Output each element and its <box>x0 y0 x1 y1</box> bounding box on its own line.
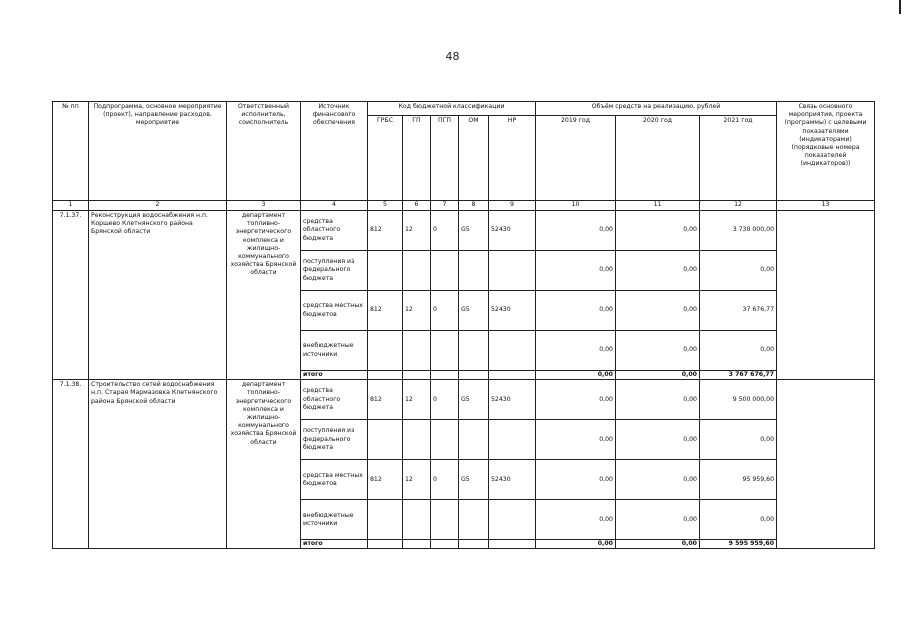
np-cell <box>489 420 536 460</box>
pgp-cell <box>431 500 459 540</box>
np-cell: 52430 <box>489 291 536 331</box>
total-2021: 3 767 676,77 <box>700 371 777 380</box>
column-number: 10 <box>536 201 616 211</box>
column-number-row <box>53 201 875 211</box>
source-cell: внебюджетные источники <box>301 500 368 540</box>
source-cell: средства местных бюджетов <box>301 291 368 331</box>
pgp-cell: 0 <box>431 211 459 251</box>
amount-2021: 0,00 <box>700 331 777 371</box>
pgp-cell <box>431 331 459 371</box>
grbs-cell: 812 <box>368 211 403 251</box>
amount-2021: 0,00 <box>700 251 777 291</box>
amount-2020: 0,00 <box>616 251 700 291</box>
pgp-cell <box>431 420 459 460</box>
np-cell <box>489 331 536 371</box>
header-gp: ГП <box>403 116 431 201</box>
grbs-cell: 812 <box>368 460 403 500</box>
pgp-cell <box>431 540 459 549</box>
amount-2020: 0,00 <box>616 211 700 251</box>
column-number: 9 <box>489 201 536 211</box>
column-number: 6 <box>403 201 431 211</box>
total-2020: 0,00 <box>616 371 700 380</box>
header-om: ОМ <box>459 116 489 201</box>
total-2019: 0,00 <box>536 540 616 549</box>
amount-2021: 3 730 000,00 <box>700 211 777 251</box>
executor-name: департамент топливно-энергетического комплекса и жилищно-коммунального хозяйства Брянской области <box>227 380 301 549</box>
np-cell <box>489 500 536 540</box>
amount-2019: 0,00 <box>536 420 616 460</box>
gp-cell <box>403 420 431 460</box>
column-number: 8 <box>459 201 489 211</box>
amount-2020: 0,00 <box>616 331 700 371</box>
amount-2019: 0,00 <box>536 500 616 540</box>
np-cell: 52430 <box>489 380 536 420</box>
header-2021: 2021 год <box>700 116 777 201</box>
total-label: итого <box>301 371 368 380</box>
program-name: Строительство сетей водоснабжения н.п. Старая Мармазовка Клетнянского района Брянской области <box>89 380 227 549</box>
amount-2020: 0,00 <box>616 500 700 540</box>
gp-cell <box>403 331 431 371</box>
row-id: 7.1.38. <box>53 380 89 549</box>
amount-2021: 0,00 <box>700 500 777 540</box>
source-cell: средства областного бюджета <box>301 211 368 251</box>
om-cell <box>459 251 489 291</box>
np-cell: 52430 <box>489 211 536 251</box>
pgp-cell: 0 <box>431 291 459 331</box>
source-cell: внебюджетные источники <box>301 331 368 371</box>
amount-2019: 0,00 <box>536 291 616 331</box>
executor-name: департамент топливно-энергетического комплекса и жилищно-коммунального хозяйства Брянской области <box>227 211 301 380</box>
np-cell: 52430 <box>489 460 536 500</box>
source-cell: поступления из федерального бюджета <box>301 251 368 291</box>
gp-cell <box>403 540 431 549</box>
total-label: итого <box>301 540 368 549</box>
gp-cell: 12 <box>403 291 431 331</box>
grbs-cell <box>368 420 403 460</box>
grbs-cell <box>368 500 403 540</box>
header-budget-code: Код бюджетной классификации <box>368 102 536 116</box>
grbs-cell <box>368 540 403 549</box>
np-cell <box>489 540 536 549</box>
gp-cell: 12 <box>403 460 431 500</box>
total-2020: 0,00 <box>616 540 700 549</box>
grbs-cell <box>368 371 403 380</box>
header-no: № пп <box>53 102 89 201</box>
pgp-cell <box>431 251 459 291</box>
source-cell: средства местных бюджетов <box>301 460 368 500</box>
column-number: 2 <box>89 201 227 211</box>
budget-table <box>52 101 875 549</box>
header-source: Источник финансового обеспечения <box>301 102 368 201</box>
column-number: 1 <box>53 201 89 211</box>
link-cell <box>777 211 875 380</box>
column-number: 3 <box>227 201 301 211</box>
grbs-cell: 812 <box>368 380 403 420</box>
source-cell: средства областного бюджета <box>301 380 368 420</box>
om-cell: G5 <box>459 380 489 420</box>
np-cell <box>489 371 536 380</box>
column-number: 13 <box>777 201 875 211</box>
gp-cell <box>403 251 431 291</box>
amount-2019: 0,00 <box>536 460 616 500</box>
column-number: 4 <box>301 201 368 211</box>
page-number: 48 <box>445 50 460 63</box>
amount-2021: 0,00 <box>700 420 777 460</box>
amount-2021: 37 676,77 <box>700 291 777 331</box>
amount-2019: 0,00 <box>536 331 616 371</box>
amount-2020: 0,00 <box>616 380 700 420</box>
pgp-cell: 0 <box>431 380 459 420</box>
total-2019: 0,00 <box>536 371 616 380</box>
header-volume: Объём средств на реализацию, рублей <box>536 102 777 116</box>
column-number: 12 <box>700 201 777 211</box>
scan-edge-mark <box>899 0 901 14</box>
grbs-cell <box>368 251 403 291</box>
header-pgp: ПГП <box>431 116 459 201</box>
column-number: 11 <box>616 201 700 211</box>
amount-2020: 0,00 <box>616 291 700 331</box>
header-executor: Ответственный исполнитель, соисполнитель <box>227 102 301 201</box>
amount-2021: 95 959,60 <box>700 460 777 500</box>
total-2021: 9 595 959,60 <box>700 540 777 549</box>
amount-2020: 0,00 <box>616 420 700 460</box>
amount-2019: 0,00 <box>536 211 616 251</box>
amount-2019: 0,00 <box>536 251 616 291</box>
column-number: 7 <box>431 201 459 211</box>
grbs-cell <box>368 331 403 371</box>
header-grbs: ГРБС <box>368 116 403 201</box>
om-cell <box>459 540 489 549</box>
grbs-cell: 812 <box>368 291 403 331</box>
row-id: 7.1.37. <box>53 211 89 380</box>
om-cell <box>459 371 489 380</box>
pgp-cell: 0 <box>431 460 459 500</box>
amount-2019: 0,00 <box>536 380 616 420</box>
gp-cell <box>403 500 431 540</box>
om-cell: G5 <box>459 211 489 251</box>
om-cell <box>459 331 489 371</box>
column-number: 5 <box>368 201 403 211</box>
header-2020: 2020 год <box>616 116 700 201</box>
program-name: Реконструкция водоснабжения н.п. Коршево Клетнянского района Брянской области <box>89 211 227 380</box>
link-cell <box>777 380 875 549</box>
gp-cell <box>403 371 431 380</box>
gp-cell: 12 <box>403 211 431 251</box>
source-cell: поступления из федерального бюджета <box>301 420 368 460</box>
table-row <box>53 380 875 420</box>
header-2019: 2019 год <box>536 116 616 201</box>
np-cell <box>489 251 536 291</box>
header-program: Подпрограмма, основное мероприятие (проект), направление расходов, мероприятие <box>89 102 227 201</box>
header-np: НР <box>489 116 536 201</box>
om-cell <box>459 420 489 460</box>
om-cell: G5 <box>459 460 489 500</box>
amount-2021: 9 500 000,00 <box>700 380 777 420</box>
table-row <box>53 211 875 251</box>
om-cell: G5 <box>459 291 489 331</box>
gp-cell: 12 <box>403 380 431 420</box>
om-cell <box>459 500 489 540</box>
amount-2020: 0,00 <box>616 460 700 500</box>
header-link: Связь основного мероприятия, проекта (программы) с целевыми показателями (индикаторами) (порядковые номера показателей (индикаторов)) <box>777 102 875 201</box>
pgp-cell <box>431 371 459 380</box>
